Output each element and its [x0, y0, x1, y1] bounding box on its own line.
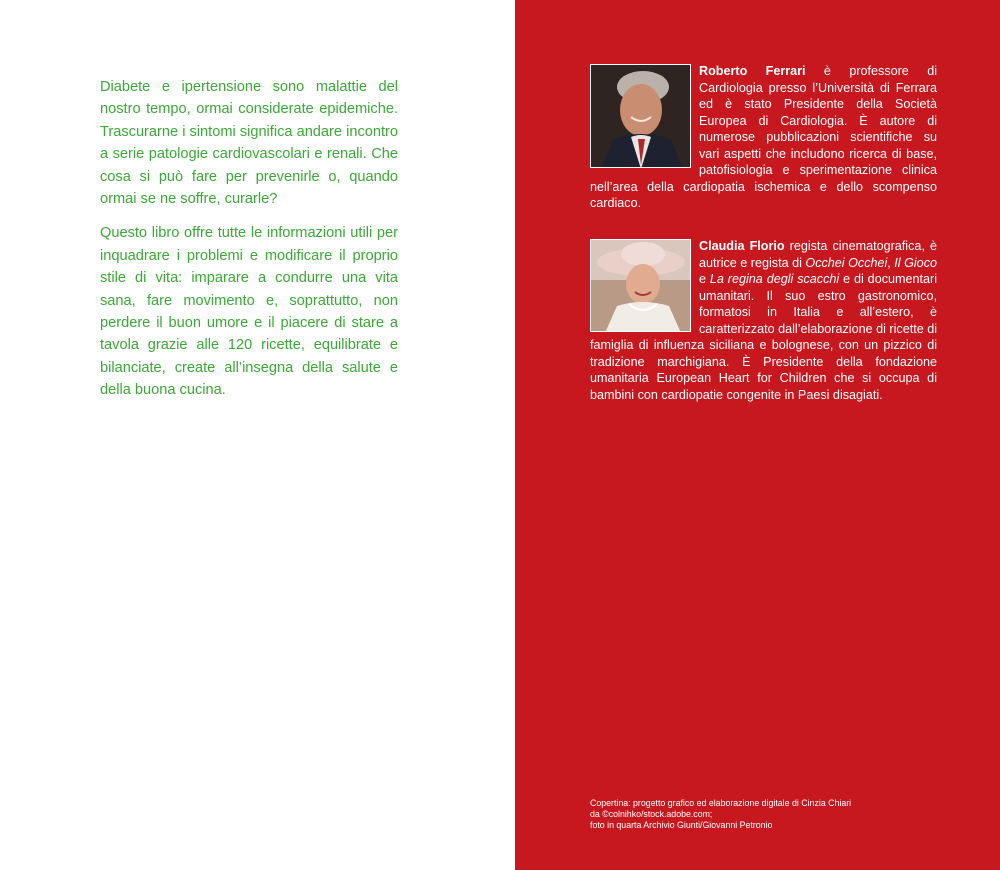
author-photo-florio [590, 239, 691, 332]
credits-line-2: da ©colnihko/stock.adobe.com; [590, 809, 713, 820]
author-bio-text-ferrari: è professore di Cardiologia presso l’Università di Ferrara ed è stato Presidente della Società Europea di Cardiologia. È autore di numerose pubblicazioni scientifiche su vari aspetti che includono ricerca di base, patofisiologia e sperimentazione clinica nell’area della cardiopatia ischemica e dello scompenso cardiaco. [590, 64, 937, 210]
blurb-paragraph-2: Questo libro offre tutte le informazioni utili per inquadrare i problemi e modificare il proprio stile di vita: imparare a condurre una vita sana, fare movimento e, soprattutto, non perdere il buon umore e il piacere di stare a tavola grazie alle 120 ricette, equilibrate e bilanciate, create all’insegna della salute e della buona cucina. [100, 225, 398, 399]
film-title-il-gioco: Il Gioco [894, 255, 937, 270]
film-title-la-regina-degli-scacchi: La regina degli scacchi [709, 272, 840, 286]
portrait-woman-hat-icon [591, 240, 691, 332]
back-cover-right-panel [515, 0, 1000, 870]
author-name-ferrari: Roberto Ferrari [699, 64, 806, 78]
author-bio-text-florio-a: regista cinematografica, è autrice e regista di [699, 239, 937, 270]
credits-line-1: Copertina: progetto grafico ed elaborazione digitale di Cinzia Chiari [590, 798, 852, 808]
film-title-occhei-occhei: Occhei Occhei [805, 255, 888, 270]
author-bio-text-florio-b: e di documentari umanitari. Il suo estro gastronomico, formatosi in Italia e all’estero, è caratterizzato dall’elaborazione di ricette di famiglia di influenza siciliana e bolognese, con un pizzico di tradizione marchigiana. È Presidente della fondazione umanitaria European Heart for Children che si occupa di bambini con cardiopatie congenite in Paesi disagiati. [590, 272, 938, 402]
separator-comma: , [887, 255, 895, 270]
author-bio-florio [590, 238, 937, 403]
cover-credits [590, 798, 930, 832]
separator-e: e [699, 272, 710, 286]
author-bio-ferrari [590, 63, 937, 212]
author-name-florio: Claudia Florio [699, 239, 785, 253]
portrait-man-icon [591, 65, 691, 168]
blurb-text [100, 76, 398, 414]
credits-line-3: foto in quarta Archivio Giunti/Giovanni Petronio [590, 820, 773, 831]
blurb-paragraph-1: Diabete e ipertensione sono malattie del nostro tempo, ormai considerate epidemiche. Trascurarne i sintomi significa andare incontro a serie patologie cardiovascolari e renali. Che cosa si può fare per prevenirle o, quando ormai se ne soffre, curarle? [100, 79, 398, 208]
author-photo-ferrari [590, 64, 691, 168]
